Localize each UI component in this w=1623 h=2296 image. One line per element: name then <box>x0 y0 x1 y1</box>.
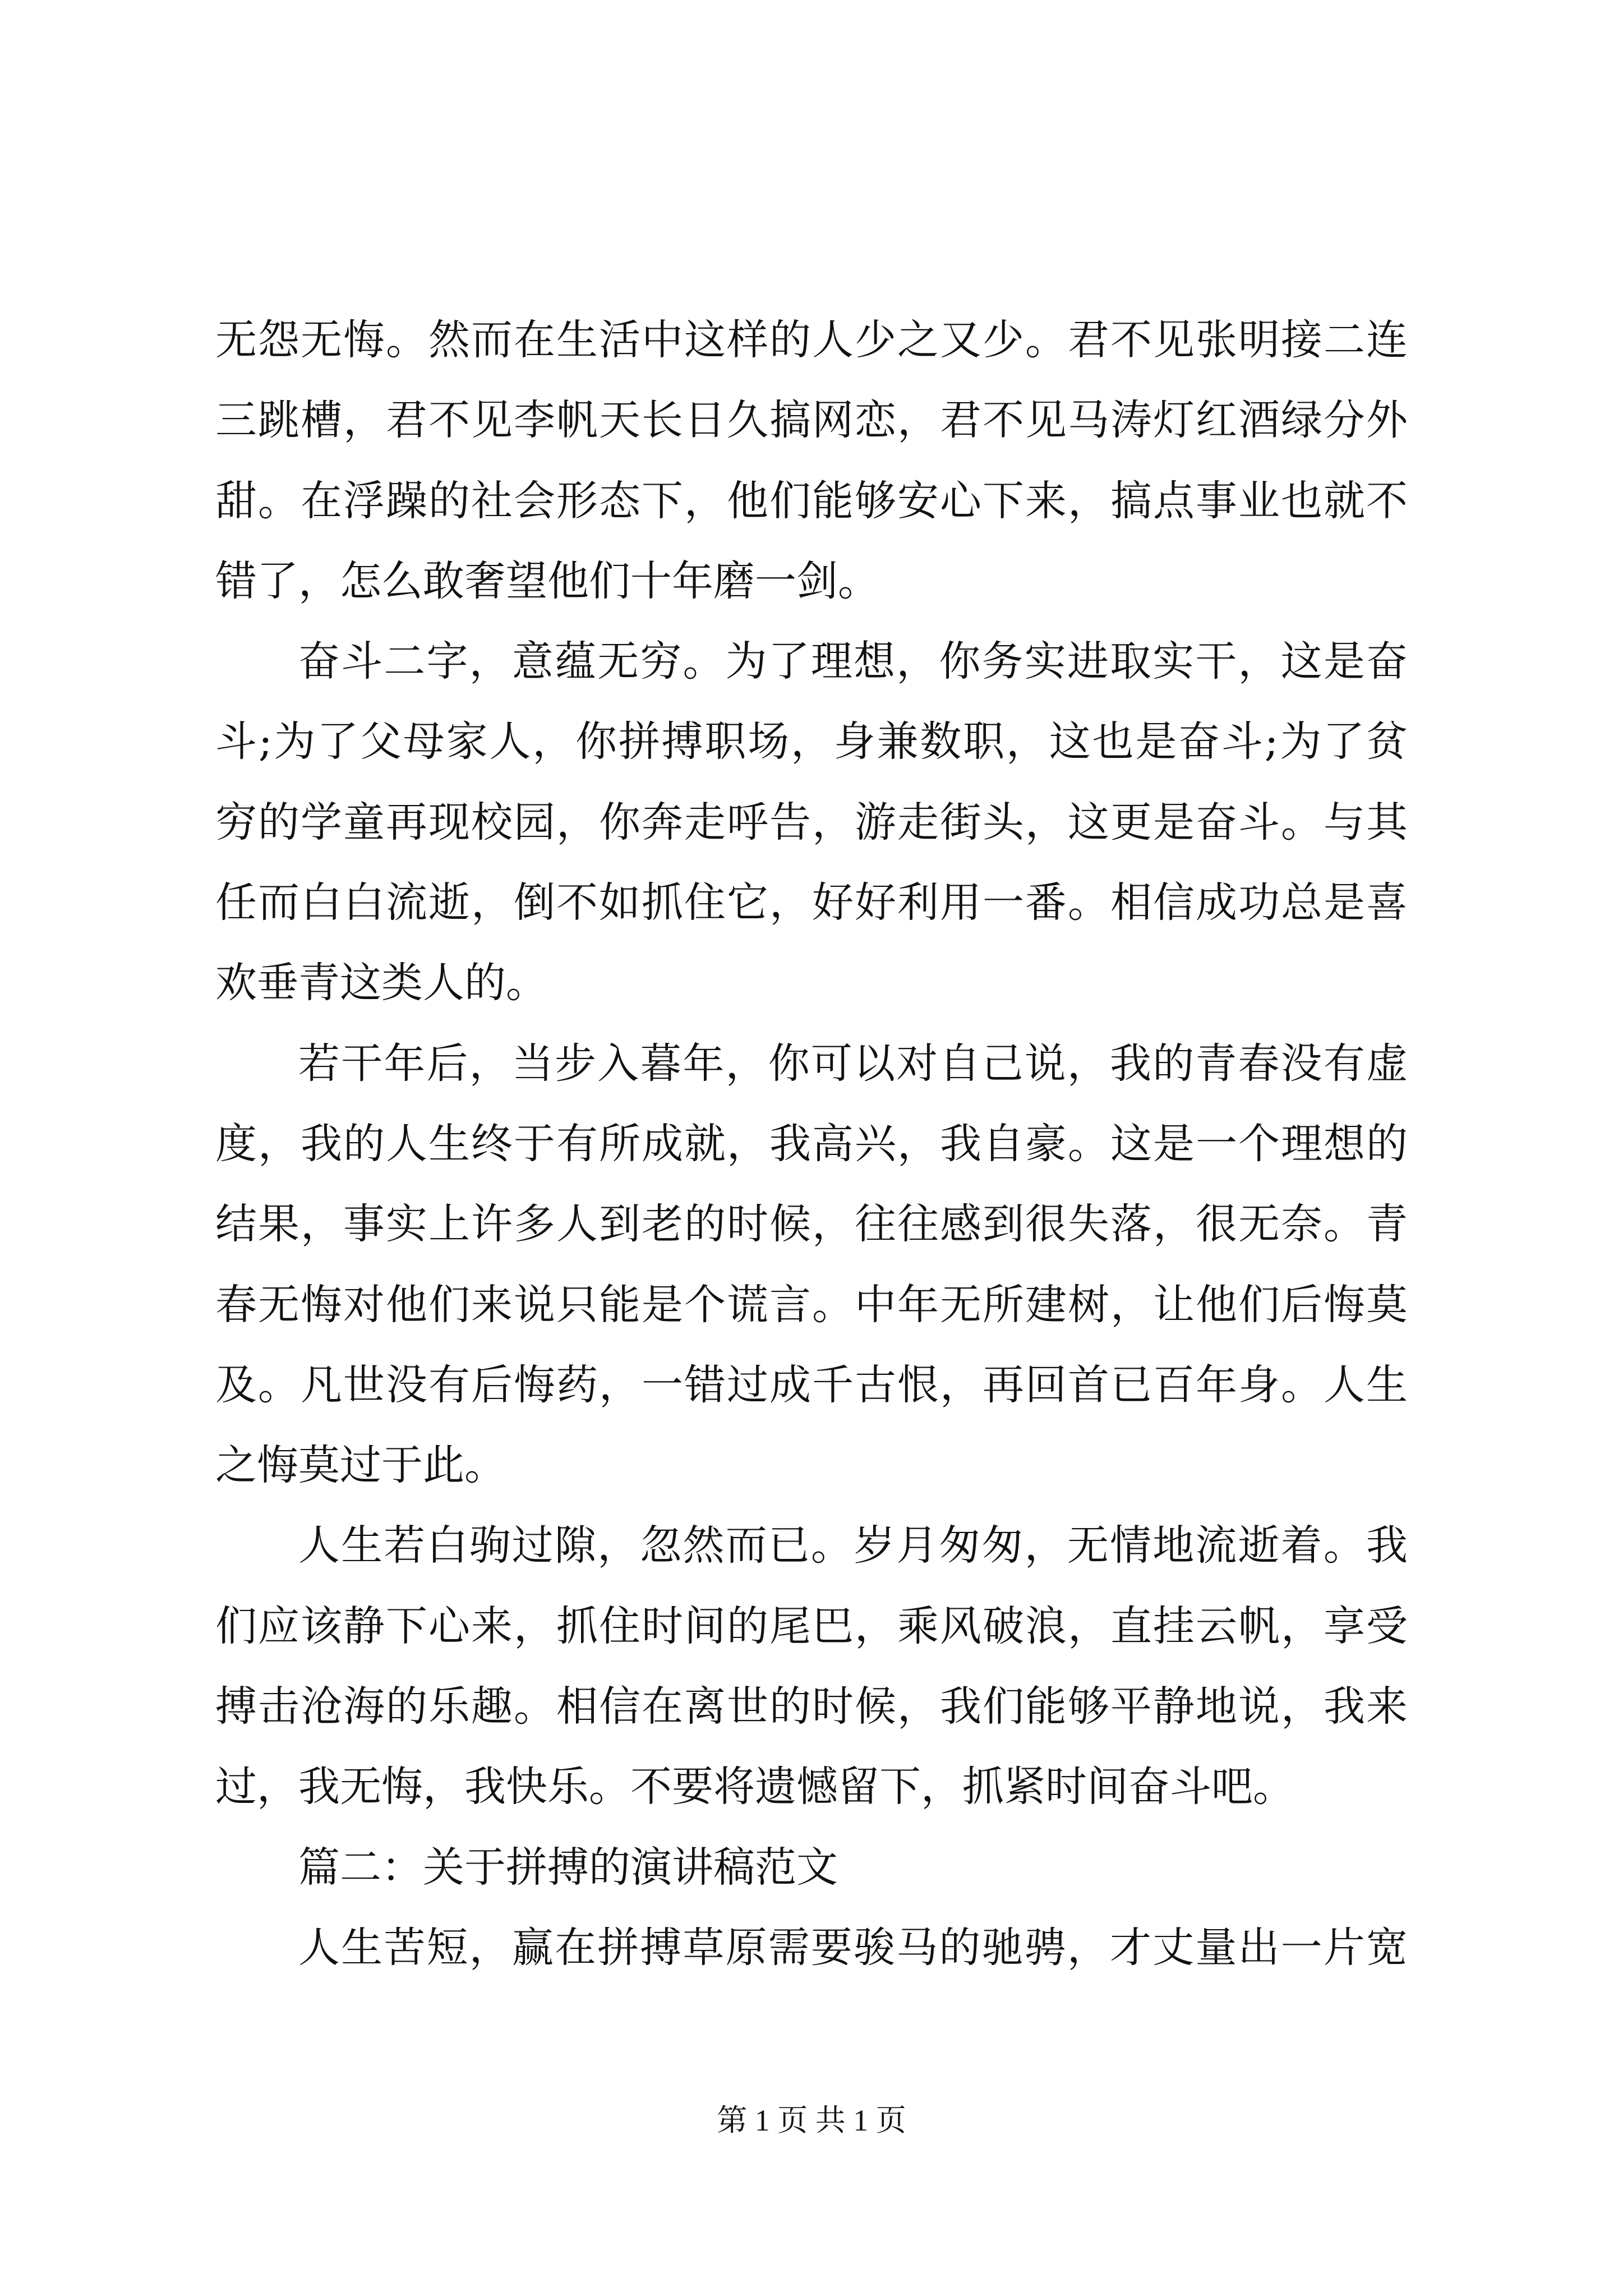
text-line: 们应该静下心来，抓住时间的尾巴，乘风破浪，直挂云帆，享受 <box>215 1602 1408 1650</box>
text-line: 结果，事实上许多人到老的时候，往往感到很失落，很无奈。青 <box>215 1200 1408 1249</box>
text-line: 春无悔对他们来说只能是个谎言。中年无所建树，让他们后悔莫 <box>215 1280 1408 1329</box>
paragraph-first-line: 人生苦短，赢在拼搏草原需要骏马的驰骋，才丈量出一片宽 <box>298 1923 1408 1972</box>
text-line: 甜。在浮躁的社会形态下，他们能够安心下来，搞点事业也就不 <box>215 476 1408 525</box>
document-body <box>215 300 1408 1988</box>
page-footer <box>0 2101 1623 2140</box>
text-line: 斗;为了父母家人，你拼搏职场，身兼数职，这也是奋斗;为了贫 <box>215 717 1408 766</box>
text-line: 及。凡世没有后悔药，一错过成千古恨，再回首已百年身。人生 <box>215 1360 1408 1409</box>
text-line: 三跳槽，君不见李帆天长日久搞网恋，君不见马涛灯红酒绿分外 <box>215 396 1408 445</box>
text-line: 度，我的人生终于有所成就，我高兴，我自豪。这是一个理想的 <box>215 1119 1408 1168</box>
text-line: 任而白白流逝，倒不如抓住它，好好利用一番。相信成功总是喜 <box>215 878 1408 927</box>
section-heading: 篇二：关于拼搏的演讲稿范文 <box>298 1843 838 1892</box>
paragraph-first-line: 人生若白驹过隙，忽然而已。岁月匆匆，无情地流逝着。我 <box>298 1521 1408 1570</box>
text-line: 搏击沧海的乐趣。相信在离世的时候，我们能够平静地说，我来 <box>215 1682 1408 1731</box>
text-line: 过，我无悔，我快乐。不要将遗憾留下，抓紧时间奋斗吧。 <box>215 1763 1294 1811</box>
paragraph-first-line: 若干年后，当步入暮年，你可以对自己说，我的青春没有虚 <box>298 1039 1408 1088</box>
text-line: 之悔莫过于此。 <box>215 1441 506 1490</box>
text-line: 错了，怎么敢奢望他们十年磨一剑。 <box>215 556 879 605</box>
page-number-label: 第 1 页 共 1 页 <box>717 2104 906 2137</box>
text-line: 穷的学童再现校园，你奔走呼告，游走街头，这更是奋斗。与其 <box>215 798 1408 846</box>
paragraph-first-line: 奋斗二字，意蕴无穷。为了理想，你务实进取实干，这是奋 <box>298 637 1408 686</box>
text-line: 欢垂青这类人的。 <box>215 959 547 1007</box>
text-line: 无怨无悔。然而在生活中这样的人少之又少。君不见张明接二连 <box>215 316 1408 364</box>
